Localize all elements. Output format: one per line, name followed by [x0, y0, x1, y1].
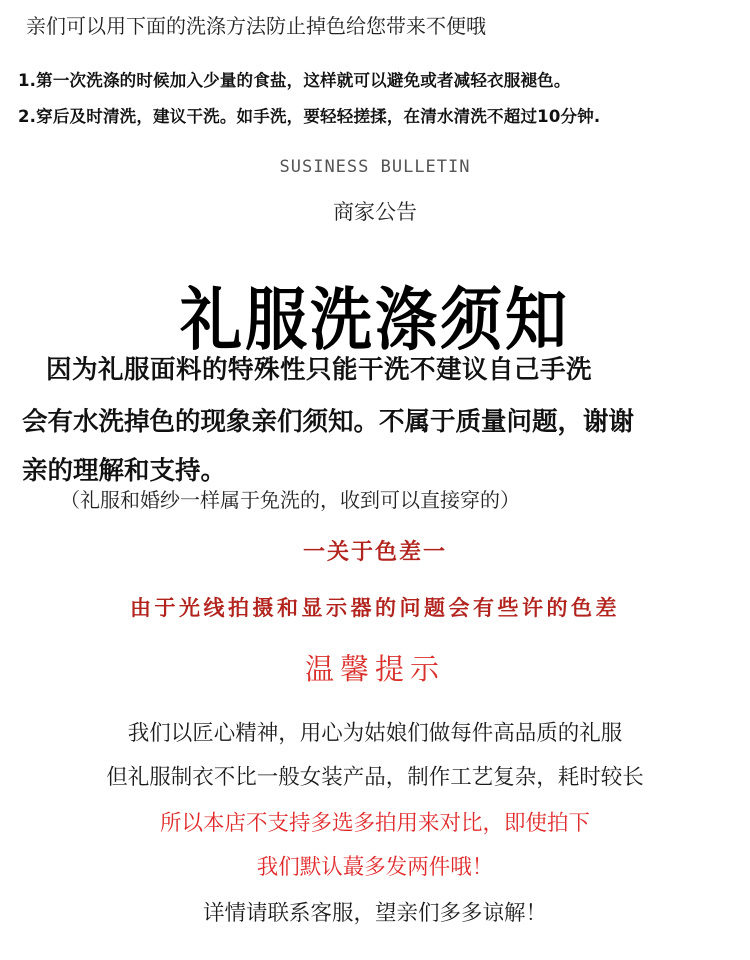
notice-line-3: 亲的理解和支持。 [22, 456, 227, 486]
color-difference-text: 由于光线拍摄和显示器的问题会有些许的色差 [130, 596, 620, 620]
intro-text: 亲们可以用下面的洗涤方法防止掉色给您带来不便哦 [26, 14, 486, 38]
notice-line-2: 会有水洗掉色的现象亲们须知。不属于质量问题，谢谢 [22, 407, 635, 437]
warm-tip-line-3: 所以本店不支持多选多拍用来对比，即使拍下 [159, 811, 590, 836]
color-difference-heading: 一关于色差一 [302, 540, 447, 565]
main-title: 礼服洗涤须知 [179, 279, 570, 361]
warm-tip-line-2: 但礼服制衣不比一般女装产品，制作工艺复杂，耗时较长 [106, 765, 644, 790]
bulletin-chinese-label: 商家公告 [333, 200, 417, 224]
bulletin-english-label: SUSINESS BULLETIN [279, 157, 471, 177]
warm-tip-line-1: 我们以匠心精神，用心为姑娘们做每件高品质的礼服 [127, 721, 623, 746]
warm-tip-line-5: 详情请联系客服，望亲们多多谅解！ [202, 901, 547, 926]
notice-subnote: （礼服和婚纱一样属于免洗的，收到可以直接穿的） [60, 488, 520, 512]
warm-tip-line-4: 我们默认蕞多发两件哦！ [256, 855, 494, 880]
notice-line-1: 因为礼服面料的特殊性只能干洗不建议自己手洗 [46, 355, 593, 385]
warm-tip-title: 温馨提示 [304, 652, 445, 686]
wash-tip-2: 2.穿后及时清洗，建议干洗。如手洗，要轻轻搓揉，在清水清洗不超过10分钟. [18, 107, 601, 126]
wash-tip-1: 1.第一次洗涤的时候加入少量的食盐，这样就可以避免或者减轻衣服褪色。 [18, 71, 571, 90]
